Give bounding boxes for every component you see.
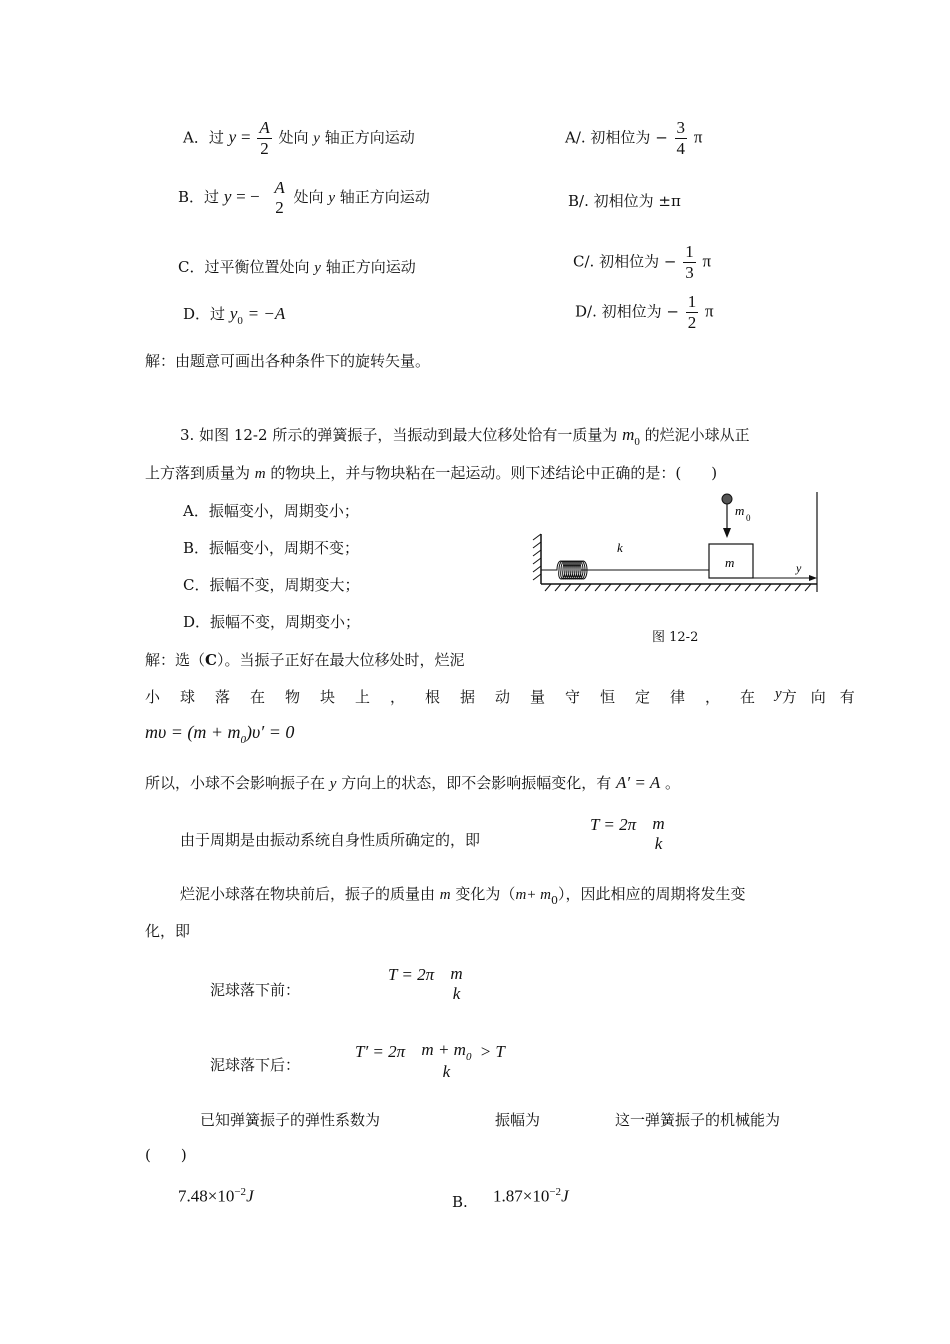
period-formula: [590, 814, 669, 854]
text: 方向有: [781, 688, 869, 706]
var: y: [329, 776, 337, 792]
value: 1.87×10: [493, 1186, 550, 1206]
text: 所以，小球不会影响振子在: [145, 774, 326, 792]
option-label: A/. 初相位为 −: [565, 128, 668, 147]
text: 轴正方向运动: [324, 128, 415, 147]
eq: T = 2π: [388, 964, 435, 984]
text: 上方落到质量为: [145, 464, 251, 482]
exponent: −2: [549, 1186, 562, 1198]
var: m: [439, 887, 451, 903]
den: k: [452, 984, 461, 1003]
fraction: [257, 118, 271, 159]
q3-choice-d: D．振幅不变，周期变小；: [183, 613, 361, 631]
solution3-line7: 化，即: [145, 922, 191, 940]
q4-line1-c: 这一弹簧振子的机械能为: [615, 1111, 781, 1129]
text: ），因此相应的周期将发生变: [557, 885, 746, 903]
before-formula: [388, 964, 467, 1004]
option-a-right: [565, 118, 702, 159]
solution3-line5: 由于周期是由振动系统自身性质所确定的，即: [180, 831, 481, 849]
sqrt-fraction: [650, 814, 666, 854]
q4-line1-b: 振幅为: [495, 1111, 541, 1129]
var: y: [328, 190, 335, 206]
solution-1: 解：由题意可画出各种条件下的旋转矢量。: [145, 352, 431, 370]
den: 2: [687, 313, 697, 332]
var: y: [314, 260, 321, 276]
num: m: [450, 964, 463, 983]
text: 。: [664, 774, 680, 792]
exponent: −2: [234, 1186, 247, 1198]
after-formula: [355, 1040, 505, 1082]
option-label: B．过: [178, 188, 220, 206]
sqrt-fraction: [448, 964, 464, 1004]
k-label: k: [617, 540, 623, 555]
option-label: A．过: [183, 128, 224, 147]
q4-option-b-label: B.: [452, 1193, 468, 1211]
eq: T = 2π: [590, 814, 637, 834]
subscript: 0: [237, 315, 243, 327]
num: [419, 1040, 473, 1062]
fraction: [683, 242, 696, 283]
wall-hatch: [533, 534, 541, 580]
eq: = −: [236, 187, 260, 206]
spring: [541, 561, 709, 579]
q4-option-b: [493, 1186, 569, 1207]
num: 1: [687, 292, 697, 311]
text: 3. 如图 12-2 所示的弹簧振子，当振动到最大位移处恰有一质量为: [180, 426, 618, 444]
var: y: [775, 686, 782, 702]
option-label: C/. 初相位为 −: [573, 252, 677, 271]
m-label: m: [725, 555, 735, 570]
solution3-line1: [145, 649, 464, 670]
q4-option-a: [178, 1186, 254, 1207]
option-b-right: [568, 190, 681, 211]
q3-line1: [180, 424, 750, 448]
text: 方向上的状态，即不会影响振幅变化，有: [341, 774, 612, 792]
m0-subscript: 0: [746, 513, 751, 523]
option-c-right: [573, 242, 711, 283]
solution3-line6: [180, 883, 746, 907]
q4-line1-a: 已知弹簧振子的弹性系数为: [200, 1111, 381, 1129]
var: y: [313, 130, 320, 147]
option-label: D/. 初相位为 −: [575, 302, 679, 321]
var: y: [229, 304, 238, 323]
q3-choice-b: B．振幅变小，周期不变；: [183, 539, 360, 557]
eq: T′ = 2π: [355, 1041, 406, 1061]
before-label: 泥球落下前：: [210, 981, 301, 999]
num: 1: [685, 242, 694, 261]
text: 的物块上，并与物块粘在一起运动。则下述结论中正确的是：( ): [270, 464, 718, 482]
sqrt-fraction: [419, 1040, 473, 1082]
text: ）。当振子正好在最大位移处时，烂泥: [216, 651, 465, 669]
fraction: [675, 118, 688, 159]
q3-choice-c: C．振幅不变，周期变大；: [183, 576, 360, 594]
y-axis-arrowhead: [809, 575, 817, 581]
unit: J: [246, 1186, 254, 1206]
option-label: B/. 初相位为 ±π: [568, 192, 681, 210]
pi: π: [705, 301, 714, 321]
eq: = −A: [247, 304, 286, 323]
option-d-right: [575, 292, 714, 333]
q3-line2: [145, 462, 717, 483]
drop-arrow-head: [723, 528, 731, 538]
den: 2: [275, 198, 284, 217]
subscript: 0: [240, 734, 247, 746]
fraction: [272, 178, 286, 218]
den: k: [654, 834, 663, 853]
figure-caption: 图 12-2: [652, 630, 699, 645]
solution3-line4: [145, 772, 680, 793]
value: 7.48×10: [178, 1186, 235, 1206]
option-d-left: [183, 303, 286, 327]
spring-oscillator-figure: [525, 488, 825, 598]
subscript: 0: [465, 1051, 472, 1063]
den: 4: [676, 139, 686, 158]
q3-choice-a: A．振幅变小，周期变小；: [183, 502, 359, 520]
subscript: 0: [550, 894, 558, 907]
den: 3: [685, 263, 694, 282]
q4-line2: ( ): [145, 1146, 187, 1164]
den: 2: [260, 139, 269, 158]
text: 解：选（: [145, 651, 206, 669]
text: 轴正方向运动: [325, 258, 416, 276]
option-label: C．过平衡位置处向: [178, 258, 310, 276]
num: 3: [676, 118, 686, 137]
eq: > T: [479, 1041, 505, 1061]
text: 处向: [293, 188, 324, 206]
option-c-left: [178, 256, 416, 277]
num: m: [652, 814, 665, 833]
den: k: [442, 1062, 451, 1081]
eq: mυ = (m + m: [145, 722, 241, 742]
eq: =: [240, 127, 251, 147]
num: A: [259, 118, 270, 137]
after-label: 泥球落下后：: [210, 1056, 301, 1074]
m0-label: m: [735, 503, 745, 518]
pi: π: [702, 251, 712, 271]
text: 变化为（: [455, 885, 516, 903]
answer: C: [205, 651, 217, 669]
var: y: [223, 187, 232, 206]
solution3-line2: [145, 686, 869, 707]
eq: )υ′ = 0: [246, 722, 295, 742]
text: 烂泥小球落在物块前后，振子的质量由: [180, 885, 436, 903]
unit: J: [561, 1186, 569, 1206]
text: 轴正方向运动: [339, 188, 430, 206]
text: 的烂泥小球从正: [644, 426, 750, 444]
text: 小球落在物块上，根据动量守恒定律，在: [145, 688, 776, 706]
mud-ball: [722, 494, 732, 504]
subscript: 0: [634, 436, 640, 448]
num-text: m + m: [421, 1040, 466, 1059]
text: 处向: [278, 128, 309, 147]
momentum-equation: [145, 722, 295, 746]
var: y: [228, 127, 237, 147]
var: m: [622, 425, 635, 444]
var: m+ m: [515, 887, 551, 903]
num: A: [274, 178, 285, 197]
fraction: [686, 292, 699, 333]
option-b-left: [178, 178, 430, 218]
option-a-left: [183, 118, 415, 159]
y-label: y: [796, 561, 802, 575]
eq: A′ = A: [616, 773, 661, 792]
floor-hatch: [545, 584, 811, 591]
pi: π: [693, 127, 703, 147]
option-label: D．过: [183, 305, 226, 323]
var: m: [254, 466, 266, 482]
